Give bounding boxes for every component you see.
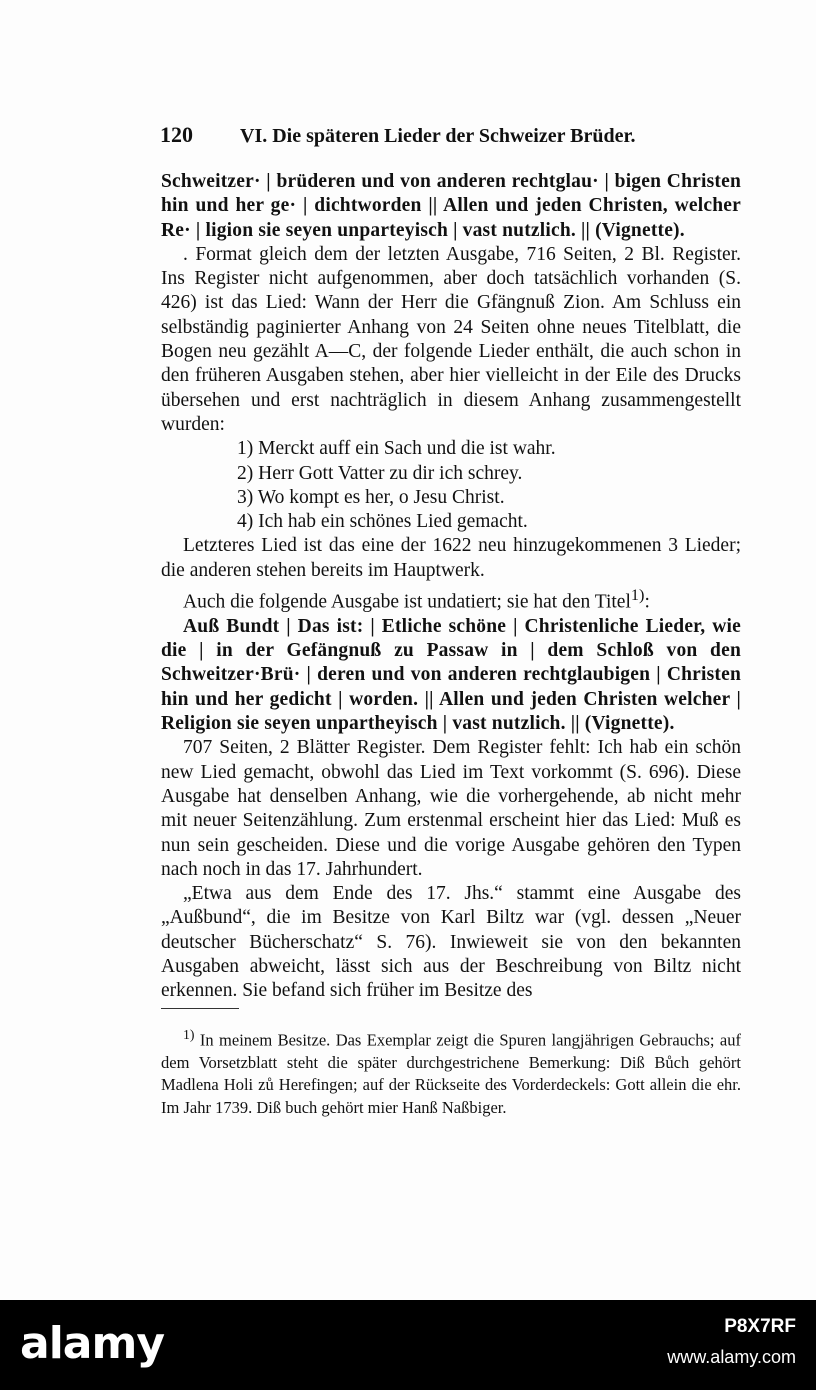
footnote-ref: 1) (630, 586, 645, 605)
footnote-text (161, 1024, 741, 1119)
footnote-rule (161, 1008, 239, 1009)
paragraph-auch (161, 583, 741, 615)
image-id-block (667, 1312, 796, 1372)
footnote (161, 1024, 741, 1119)
running-title: VI. Die späteren Lieder der Schweizer Brüder. (240, 125, 636, 147)
page-header (160, 122, 740, 148)
list-item: 1) Merckt auff ein Sach und die ist wahr. (237, 438, 556, 460)
list-item: 3) Wo kompt es her, o Jesu Christ. (237, 486, 505, 508)
image-id: P8X7RF (724, 1316, 796, 1337)
watermark-bar (0, 1300, 816, 1390)
main-text (161, 170, 741, 1004)
list-item: 4) Ich hab ein schönes Lied gemacht. (237, 511, 528, 533)
title-continuation: Schweitzer· | brüderen und von anderen rechtglau· | bigen Christen hin und her ge· | dichtworden || Allen und jeden Christen, welcher Re· | ligion sie seyen unparteyisch | vast nutzlich. || (Vignette). (161, 171, 741, 241)
paragraph-letzteres: Letzteres Lied ist das eine der 1622 neu hinzugekommenen 3 Lieder; die anderen stehen bereits im Hauptwerk. (161, 535, 741, 581)
paragraph-etwa: „Etwa aus dem Ende des 17. Jhs.“ stammt eine Ausgabe des „Außbund“, die im Besitze von Karl Biltz war (vgl. dessen „Neuer deutscher Bücherschatz“ S. 76). Inwieweit sie von den bekannten Ausgaben abweicht, lässt sich aus der Beschreibung von Biltz nicht erkennen. Sie befand sich früher im Besitze des (161, 883, 741, 1002)
footnote-marker: 1) (183, 1027, 195, 1042)
watermark-url: www.alamy.com (667, 1347, 796, 1367)
auch-colon: : (644, 591, 650, 613)
title-ausbundt: Auß Bundt | Das ist: | Etliche schöne | Christenliche Lieder, wie die | in der Gefängnuß zu Passaw in | dem Schloß von den Schweitzer·Brü· | deren und von anderen rechtglaubigen | Christen hin und her gedicht | worden. || Allen und jeden Christen welcher | Religion sie seyen unpartheyisch | vast nutzlich. || (Vignette). (161, 615, 741, 735)
footnote-body: In meinem Besitze. Das Exemplar zeigt die Spuren langjährigen Gebrauchs; auf dem Vorsetzblatt steht die später durchgestrichene Bemerkung: Diß Bůch gehört Madlena Holi zů Herefingen; auf der Rückseite des Vorderdeckels: Gott allein die ehr. Im Jahr 1739. Diß buch gehört mier Hanß Naßbiger. (161, 1030, 741, 1117)
auch-text: Auch die folgende Ausgabe ist undatiert; sie hat den Titel (183, 591, 631, 613)
page-number: 120 (160, 122, 193, 147)
alamy-logo: alamy (20, 1318, 164, 1369)
paragraph-format: . Format gleich dem der letzten Ausgabe, 716 Seiten, 2 Bl. Register. Ins Register nicht aufgenommen, aber doch tatsächlich vorhanden (S. 426) ist das Lied: Wann der Herr die Gfängnuß Zion. Am Schluss ein selbständig paginierter Anhang von 24 Seiten ohne neues Titelblatt, die Bogen neu gezählt A—C, der folgende Lieder enthält, die auch schon in den früheren Ausgaben stehen, aber hier vielleicht in der Eile des Drucks übersehen und erst nachträglich in diesem Anhang zusammengestellt wurden: (161, 243, 741, 435)
list-item: 2) Herr Gott Vatter zu dir ich schrey. (237, 462, 523, 484)
paragraph-707: 707 Seiten, 2 Blätter Register. Dem Register fehlt: Ich hab ein schön new Lied gemacht, obwohl das Lied im Text vorkommt (S. 696). Diese Ausgabe hat denselben Anhang, wie die vorhergehende, ab nicht mehr mit neuer Seitenzählung. Zum erstenmal erscheint hier das Lied: Muß es nun sein gescheiden. Diese und die vorige Ausgabe gehören den Typen nach noch in das 17. Jahrhundert. (161, 737, 741, 880)
